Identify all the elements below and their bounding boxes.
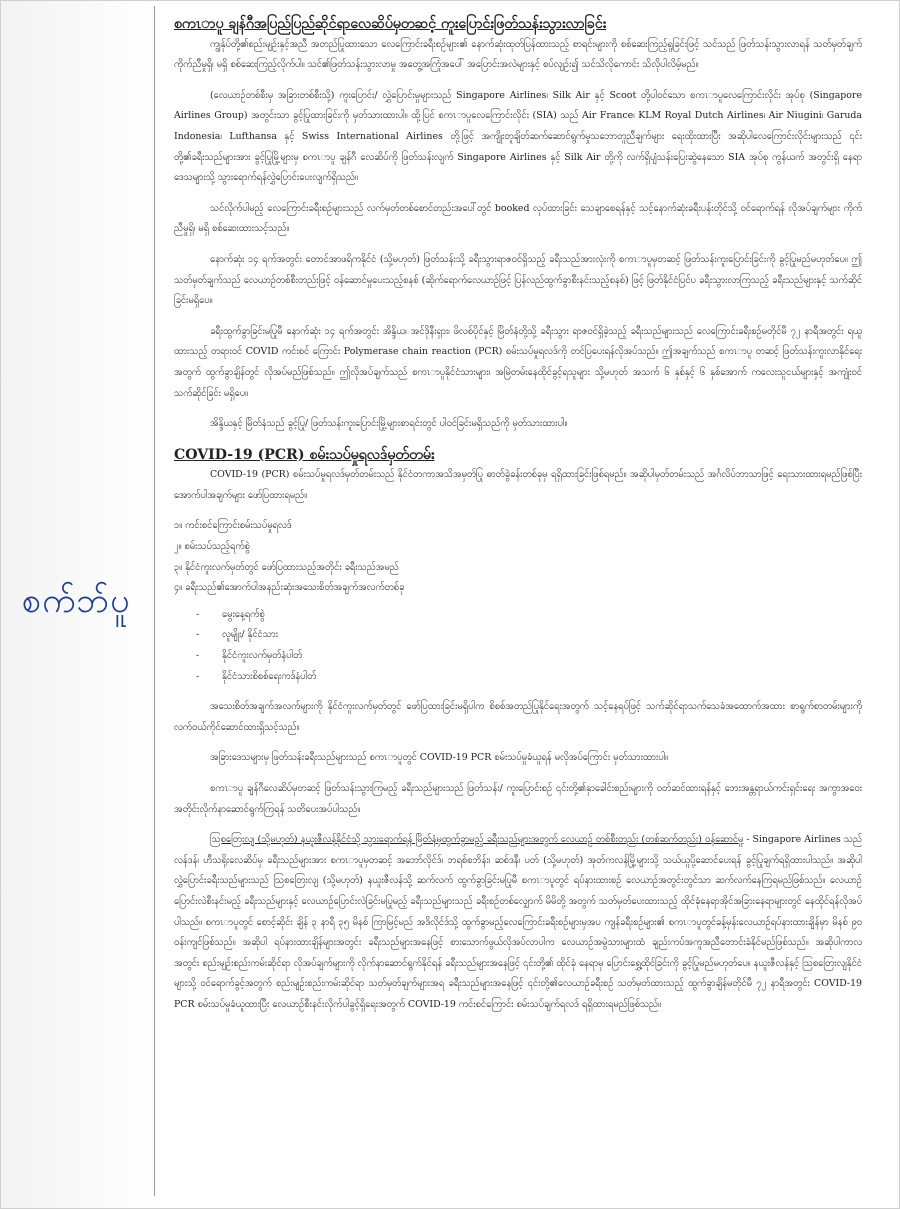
section-heading-transit: စကၤာပူ ချန်ဂီအပြည်ပြည်ဆိုင်ရာလေဆိပ်မှတဆင့် ကူးပြောင်းဖြတ်သန်းသွားလာခြင်း [174, 16, 607, 32]
list-item: ၁။ ကင်းစင်ကြောင်းစမ်းသပ်မှုရလဒ် [174, 520, 292, 532]
list-item: ၃။ နိုင်ငံကူးလက်မှတ်တွင် ဖော်ပြထားသည့်အတိုင်း ခရီးသည်အမည် [174, 561, 399, 573]
underlined-lead: ဩစတြေးလျ (သို့မဟုတ်) နယူးဇီလန်နိုင်ငံသို့ သွားရောက်ရန် မြိတ်နံမှထွက်ခွာမည့် ခရီးသည်များအတွက် လေယာဉ် တစ်စီးတည်း (တစ်ဆက်တည်း) ဝန်ဆောင်မှု [210, 834, 744, 846]
section-heading-covid-pcr: COVID-19 (PCR) စမ်းသပ်မှုရလဒ်မှတ်တမ်း [174, 446, 435, 463]
paragraph: အိန္ဒိယနှင့် မြိတ်နံသည် ခွင့်ပြု/ ဖြတ်သန်းကူးပြောင်းမြို့များစာရင်းတွင် ပါဝင်ခြင်းမရှိသည်ကို မှတ်သားထားပါ။ [210, 418, 568, 430]
paragraph: အသေးစိတ်အချက်အလက်များကို နိုင်ငံကူးလက်မှတ်တွင် ဖော်ပြထားခြင်းမရှိပါက စိစစ်အတည်ပြုနိုင်ရေးအတွက် သင့်နေရပ်ဖြင့် သက်ဆိုင်ရာသက်သေခံအထောက်အထား စာရွက်စာတမ်းများကို လက်ဝယ်ကိုင်ဆောင်ထားရှိသင့်သည်။ [174, 701, 862, 733]
detail-sublist [196, 605, 862, 687]
list-item: ၄။ ခရီးသည်၏အောက်ပါအနည်းဆုံးအသေးစိတ်အချက်အလက်တစ်ခု [174, 582, 405, 594]
paragraph: စကၤာပူ ချန်ဂီလေဆိပ်မှတဆင့် ဖြတ်သန်းသွားကြမည့် ခရီးသည်များသည် ဖြတ်သန်း/ ကူးပြောင်းစဉ် ၎င်းတို့၏နှာခေါင်းစည်းများကို ဝတ်ဆင်ထားရန်နှင့် ဘေးအန္တရာယ်ကင်းရှင်းရေး အကွာအဝေးအတိုင်းလိုက်နာဆောင်ရွက်ကြရန် သတိပေးအပ်ပါသည်။ [174, 783, 862, 815]
list-item: - လူမျိုး/ နိုင်ငံသား [196, 625, 862, 646]
paragraph: သင်လိုက်ပါမည့် လေကြောင်းခရီးစဉ်များသည် လက်မှတ်တစ်စောင်တည်းအပေါ်တွင် booked လုပ်ထားခြင်း သေချာစေရန်နှင့် သင့်နောက်ဆုံးခရီးပန်းတိုင်သို့ ဝင်ရောက်ရန် လိုအပ်ချက်များ ကိုက်ညီမှုရှိ၊ မရှိ စစ်ဆေးထားသင့်သည်။ [174, 202, 862, 235]
list-item: - နိုင်ငံသားစိစစ်ရေးကဒ်နံပါတ် [196, 667, 862, 688]
paragraph: အခြားဒေသများမှ ဖြတ်သန်းခရီးသည်များသည် စကၤာပူတွင် COVID-19 PCR စမ်းသပ်မှုခံယူရန် မလိုအပ်ကြောင်း မှတ်သားထားပါ။ [210, 752, 669, 764]
paragraph: ခရီးထွက်ခွာခြင်းမပြုမီ နောက်ဆုံး ၁၄ ရက်အတွင်း အိန္ဒိယ၊ အင်ဒိုနီးရှား၊ ဖိလစ်ပိုင်နှင့် မြိတ်နံတို့သို့ ခရီးသွား ရာဇဝင်ရှိခဲ့သည့် ခရီးသည်များသည် လေကြောင်းခရီးစဉ်မတိုင်မီ ၇၂ နာရီအတွင်း ရယူထားသည့် တရားဝင် COVID ကင်းစင် ကြောင်း Polymerase chain reaction (PCR) စမ်းသပ်မှုရလဒ်ကို တင်ပြပေးရန်လိုအပ်သည်။ ဤအချက်သည် စကၤာပူ တဆင့် ဖြတ်သန်းကူးလာနိုင်ရေးအတွက် ထွက်ခွာချိန်တွင် လိုအပ်မည်ဖြစ်သည်။ ဤလိုအပ်ချက်သည် စကၤာပူနိုင်ငံသားများ၊ အမြဲတမ်းနေထိုင်ခွင့်ရသူများ သို့မဟုတ် အသက် ၆ နှစ်နှင့် ၆ နှစ်အောက် ကလေးသူငယ်များနှင့် အကျုံးဝင်သက်ဆိုင်ခြင်း မရှိပေ။ [174, 325, 862, 399]
list-item: - နိုင်ငံကူးလက်မှတ်နံပါတ် [196, 646, 862, 667]
paragraph: နောက်ဆုံး ၁၄ ရက်အတွင်း တောင်အာဖရိကနိုင်ငံ (သို့မဟုတ်) ဖြတ်သန်းသို့ ခရီးသွားရာဇဝင်ရှိသည့် ခရီးသည်အားလုံးကို စကၤာပူမှတဆင့် ဖြတ်သန်းကူးပြောင်းခြင်းကို ခွင့်ပြုမည်မဟုတ်ပေ။ ဤသတ်မှတ်ချက်သည် လေယာဉ်တစ်စီးတည်းဖြင့် ဝန်ဆောင်မှုပေးသည့်စနစ် (ဆိုက်ရောက်လေယာဉ်ဖြင့် ပြန်လည်ထွက်ခွာစီးနင်းသည့်စနစ်) ဖြင့် ဖြတ်နိုင်ငံပြင်ပ ခရီးသွားလာကြသည့် ခရီးသည်များနှင့် သက်ဆိုင်ခြင်းမရှိပေ။ [174, 253, 862, 307]
paragraph: COVID-19 (PCR) စမ်းသပ်မှုရလဒ်မှတ်တမ်းသည် နိုင်ငံတကာအသိအမှတ်ပြု ဓာတ်ခွဲခန်းတစ်ခုမှ ရရှိထားခြင်းဖြစ်ရမည်။ အဆိုပါမှတ်တမ်းသည် အင်္ဂလိပ်ဘာသာဖြင့် ရေးသားထားရမည်ဖြစ်ပြီး အောက်ပါအချက်များ ဖော်ပြထားရမည်။ [174, 469, 862, 501]
paragraph: ကျွန်ုပ်တို့၏စည်းမျဉ်းနှင့်အညီ အတည်ပြုထားသော လေကြောင်းခရီးစဉ်များ၏ နောက်ဆုံးထုတ်ပြန်ထားသည့် စာရင်းများကို စစ်ဆေးကြည့်ရှုခြင်းဖြင့် သင်သည် ဖြတ်သန်းသွားလာရန် သတ်မှတ်ချက်ကိုက်ညီမှုရှိ၊ မရှိ စစ်ဆေးကြည့်လိုက်ပါ။ သင်၏ဖြတ်သန်းသွားလာမှု အတွေ့အကြုံအပေါ် အပြောင်းအလဲများနှင့် စပ်လျဉ်း၍ သင်သိလိုကောင်း သိလိုပါလိမ့်မည်။ [174, 38, 862, 71]
paragraph-australia-nz [174, 830, 862, 1015]
requirement-list [174, 516, 862, 598]
document-body [174, 12, 862, 1026]
list-item: ၂။ စမ်းသပ်သည့်ရက်စွဲ [174, 541, 250, 553]
paragraph: (လေယာဉ်တစ်စီးမှ အခြားတစ်စီးသို့) ကူးပြောင်း/ လွှဲပြောင်းမှုများသည် Singapore Airlines၊ Silk Air နှင့် Scoot တို့ပါဝင်သော စကၤာပူလေကြောင်းလိုင်း အုပ်စု (Singapore Airlines Group) အတွင်းသာ ခွင့်ပြုထားခြင်းကို မှတ်သားထားပါ။ ထို့ပြင် စကၤာပူလေကြောင်းလိုင်း (SIA) သည် Air France၊ KLM Royal Dutch Airlines၊ Air Niugini၊ Garuda Indonesia၊ Lufthansa နှင့် Swiss International Airlines တို့ဖြင့် အကျိုးတူချိတ်ဆက်ဆောင်ရွက်မှုသဘောတူညီချက်များ ရေးထိုးထားပြီး အဆိုပါလေကြောင်းလိုင်းများသည် ၎င်းတို့၏ခရီးသည်များအား ခွင့်ပြုမြို့များမှ စကၤာပူ ချန်ဂီ လေဆိပ်ကို ဖြတ်သန်းလျက် Singapore Airlines နှင့် Silk Air တို့ကို လက်ရှိပျံသန်းပြေးဆွဲနေသော SIA အုပ်စု ကွန်ယက် အတွင်းရှိ နေရာဒေသများသို့ သွားရောက်ရန်လွှဲပြောင်းပေးလျက်ရှိသည်။ [174, 89, 862, 184]
list-item: - မွေးနေ့ရက်စွဲ [196, 605, 862, 626]
vertical-divider [154, 6, 155, 1196]
side-label-singapore: စက်ဘ်ပူ [22, 581, 131, 621]
paragraph-text: - Singapore Airlines သည် လန်ဒန်၊ ဟီသရိုးလေဆိပ်မှ ခရီးသည်များအား စကၤာပူမှတဆင့် အဘော်လိုင်ဒ်၊ ဘရစ်စဘိန်း၊ ဆစ်ဒနီ၊ ပတ် (သို့မဟုတ်) အုတ်ကလန်မြို့များသို့ သယ်ယူပို့ဆောင်ပေးရန် ခွင့်ပြုချက်ရရှိထားပါသည်။ အဆိုပါလွှဲပြောင်းခရီးသည်များသည် ဩစတြေးလျ (သို့မဟုတ်) နယူးဇီလန်သို့ ဆက်လက် ထွက်ခွာခြင်းမပြုမီ စကၤာပူတွင် ရပ်နားထားစဉ် လေယာဉ်အတွင်းတွင်သာ ဆက်လက်နေကြရမည်ဖြစ်သည်။ လေယာဉ် ပြောင်းလဲစီးနင်းမည့် ခရီးသည်များနှင့် လေယာဉ်ပြောင်းလဲခြင်းမပြုမည့် ခရီးသည်များသည် ခရီးစဉ်တစ်လျှောက် မိမိတို့ အတွက် သတ်မှတ်ပေးထားသည့် ထိုင်ခုံနေရာအိုင်အခြားနေရာများတွင် နေထိုင်ရန်လိုအပ်ပါသည်။ စကၤာပူတွင် စောင့်ဆိုင်း ချိန် ၃ နာရီ ၃၅ မိနစ် ကြာမြင့်မည် အဒိလိုင်ဒ်သို့ ထွက်ခွာမည့်လေကြောင်းခရီးစဉ်များမှအပ ကျန်ခရီးစဉ်များ၏ စကၤာပူတွင်ခန့်မှန်းလေယာဉ်ရပ်နားထားချိန်မှာ မိနစ် ၉၀ ဝန်းကျင်ဖြစ်သည်။ အဆိုပါ ရပ်နားထားချိန်များအတွင်း ခရီးသည်များအနေဖြင့် စားသောက်ဖွယ်လိုအပ်လာပါက လေယာဉ်အမွဲသားများထံ ချည်းကပ်အကူအညီတောင်းခံနိုင်မည်ဖြစ်သည်။ အဆိုပါကာလ အတွင်း စည်းမျဉ်းစည်းကမ်းဆိုင်ရာ လိုအပ်ချက်များကို လိုက်နာဆောင်ရွက်နိုင်ရန် ခရီးသည်များအနေဖြင့် ၎င်းတို့၏ ထိုင်ခုံ နေရာမှ ပြောင်းရွှေ့ထိုင်ခြင်းကို ခွင့်ပြုမည်မဟုတ်ပေ။ နယူးဇီလန်နှင့် ဩစတြေးလျနိုင်ငံများသို့ ဝင်ရောက်ခွင့်အတွက် စည်းမျဉ်းစည်းကမ်းဆိုင်ရာ သတ်မှတ်ချက်များအရ ခရီးသည်များအနေဖြင့် ၎င်းတို့၏လေယာဉ်ခရီးစဉ် သတ်မှတ်ထားသည့် ထွက်ခွာချိန်မတိုင်မီ ၇၂ နာရီအတွင်း COVID-19 PCR စမ်းသပ်မှုခံယူထားပြီး လေယာဉ်စီးနင်းလိုက်ပါခွင့်ရှိရေးအတွက် COVID-19 ကင်းစင်ကြောင်း စမ်းသပ်ချက်ရလဒ် ရရှိထားရမည်ဖြစ်သည်။ [174, 834, 862, 1010]
